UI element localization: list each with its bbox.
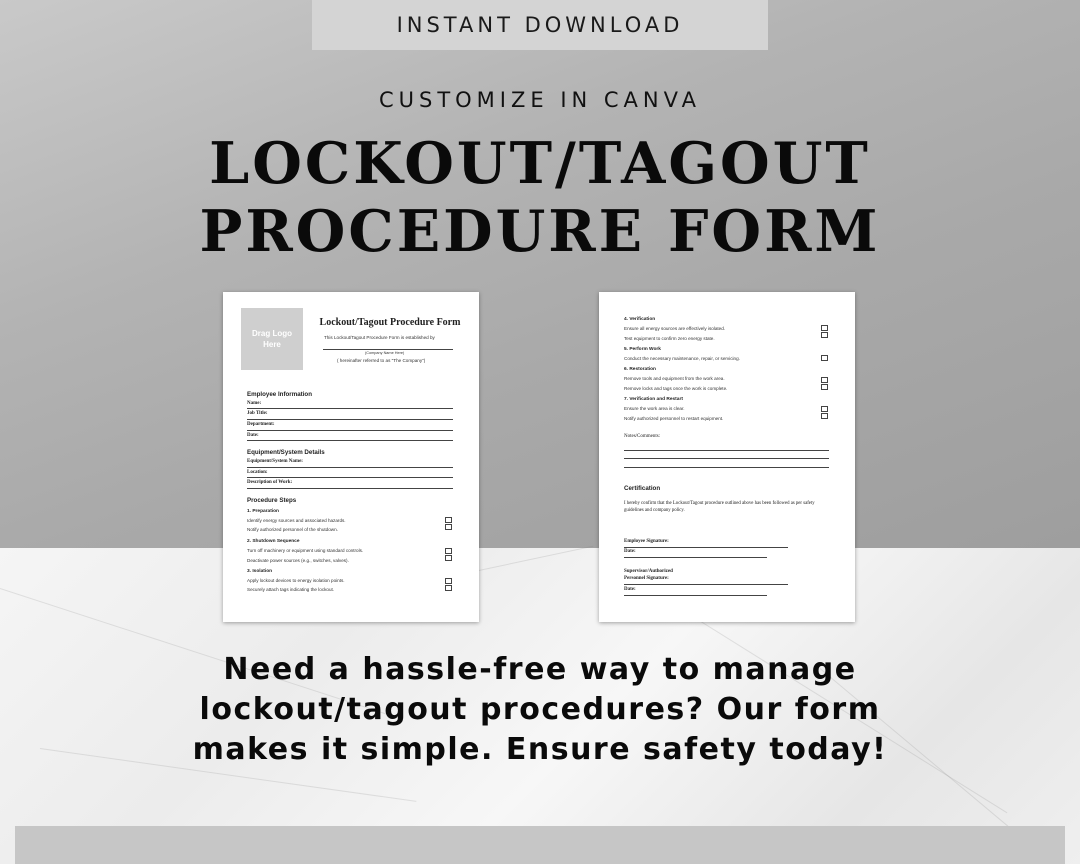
page-title bbox=[0, 130, 1080, 266]
employee-signature-label: Employee Signature: bbox=[624, 539, 669, 544]
title-line: PROCEDURE FORM bbox=[199, 198, 881, 265]
form-page-1 bbox=[223, 292, 479, 622]
checkbox[interactable] bbox=[821, 377, 828, 383]
step-line: Identify energy sources and associated hazards. bbox=[247, 518, 346, 523]
step-title: 2. Shutdown Sequence bbox=[247, 539, 300, 544]
checkbox[interactable] bbox=[445, 517, 452, 523]
checkbox[interactable] bbox=[821, 406, 828, 412]
date-label: Date: bbox=[624, 549, 636, 554]
step-line: Remove tools and equipment from the work area. bbox=[624, 376, 725, 381]
step-line: Securely attach tags indicating the lockout. bbox=[247, 587, 335, 592]
step-title: 6. Restoration bbox=[624, 367, 656, 372]
title-line: LOCKOUT/TAGOUT bbox=[209, 130, 871, 197]
step-line: Ensure all energy sources are effectively isolated. bbox=[624, 326, 726, 331]
equipment-field: Description of Work: bbox=[247, 480, 293, 485]
form-page-2 bbox=[599, 292, 855, 622]
form-title: Lockout/Tagout Procedure Form bbox=[319, 317, 461, 328]
equipment-field: Location: bbox=[247, 470, 268, 475]
step-title: 5. Perform Work bbox=[624, 347, 661, 352]
employee-heading: Employee Information bbox=[247, 391, 312, 398]
subtitle: CUSTOMIZE IN CANVA bbox=[378, 88, 702, 112]
date-label: Date: bbox=[624, 587, 636, 592]
checkbox[interactable] bbox=[445, 548, 452, 554]
notes-label: Notes/Comments: bbox=[624, 434, 661, 439]
checkbox[interactable] bbox=[821, 332, 828, 338]
checkbox[interactable] bbox=[445, 578, 452, 584]
step-line: Test equipment to confirm zero energy state. bbox=[624, 336, 715, 341]
equipment-heading: Equipment/System Details bbox=[247, 449, 325, 456]
step-title: 3. Isolation bbox=[247, 569, 273, 574]
supervisor-label: Supervisor/Authorized bbox=[624, 569, 673, 574]
step-line: Conduct the necessary maintenance, repair, or servicing. bbox=[624, 356, 740, 361]
checkbox[interactable] bbox=[821, 384, 828, 390]
checkbox[interactable] bbox=[821, 413, 828, 419]
step-line: Ensure the work area is clear. bbox=[624, 406, 685, 411]
step-line: Deactivate power sources (e.g., switches, valves). bbox=[247, 558, 349, 563]
marketing-line: makes it simple. Ensure safety today! bbox=[192, 732, 888, 767]
employee-field: Name: bbox=[247, 401, 262, 406]
certification-text: I hereby confirm that the Lockout/Tagout procedure outlined above has been followed as per safety guidelines and company policy. bbox=[624, 501, 815, 513]
company-name: (Company Name Here) bbox=[365, 351, 405, 355]
employee-field: Job Title: bbox=[247, 411, 268, 416]
marketing-line: Need a hassle-free way to manage bbox=[223, 652, 857, 687]
step-line: Notify authorized personnel of the shutdown. bbox=[247, 527, 338, 532]
logo-placeholder: Drag Logo Here bbox=[241, 308, 303, 370]
checkbox[interactable] bbox=[445, 585, 452, 591]
equipment-field: Equipment/System Name: bbox=[247, 459, 303, 464]
employee-field: Date: bbox=[247, 433, 259, 438]
step-line: Apply lockout devices to energy isolation points. bbox=[247, 578, 345, 583]
instant-download-banner: INSTANT DOWNLOAD bbox=[312, 0, 768, 50]
certification-heading: Certification bbox=[624, 485, 661, 492]
step-title: 7. Verification and Restart bbox=[624, 397, 683, 402]
hereinafter-text: ( hereinafter referred to as "The Company") bbox=[337, 358, 426, 363]
checkbox[interactable] bbox=[821, 325, 828, 331]
checkbox[interactable] bbox=[821, 355, 828, 361]
supervisor-label: Personnel Signature: bbox=[624, 576, 669, 581]
step-title: 4. Verification bbox=[624, 317, 656, 322]
step-title: 1. Preparation bbox=[247, 509, 279, 514]
step-line: Turn off machinery or equipment using standard controls. bbox=[247, 548, 364, 553]
employee-field: Department: bbox=[247, 422, 275, 427]
procedure-heading: Procedure Steps bbox=[247, 497, 297, 504]
step-line: Remove locks and tags once the work is complete. bbox=[624, 386, 728, 391]
step-line: Notify authorized personnel to restart equipment. bbox=[624, 416, 724, 421]
checkbox[interactable] bbox=[445, 524, 452, 530]
checkbox[interactable] bbox=[445, 555, 452, 561]
marketing-text bbox=[0, 650, 1080, 770]
intro-text: This Lockout/Tagout Procedure Form is established by bbox=[324, 335, 435, 340]
marketing-line: lockout/tagout procedures? Our form bbox=[199, 692, 881, 727]
footer-bar bbox=[15, 826, 1065, 864]
